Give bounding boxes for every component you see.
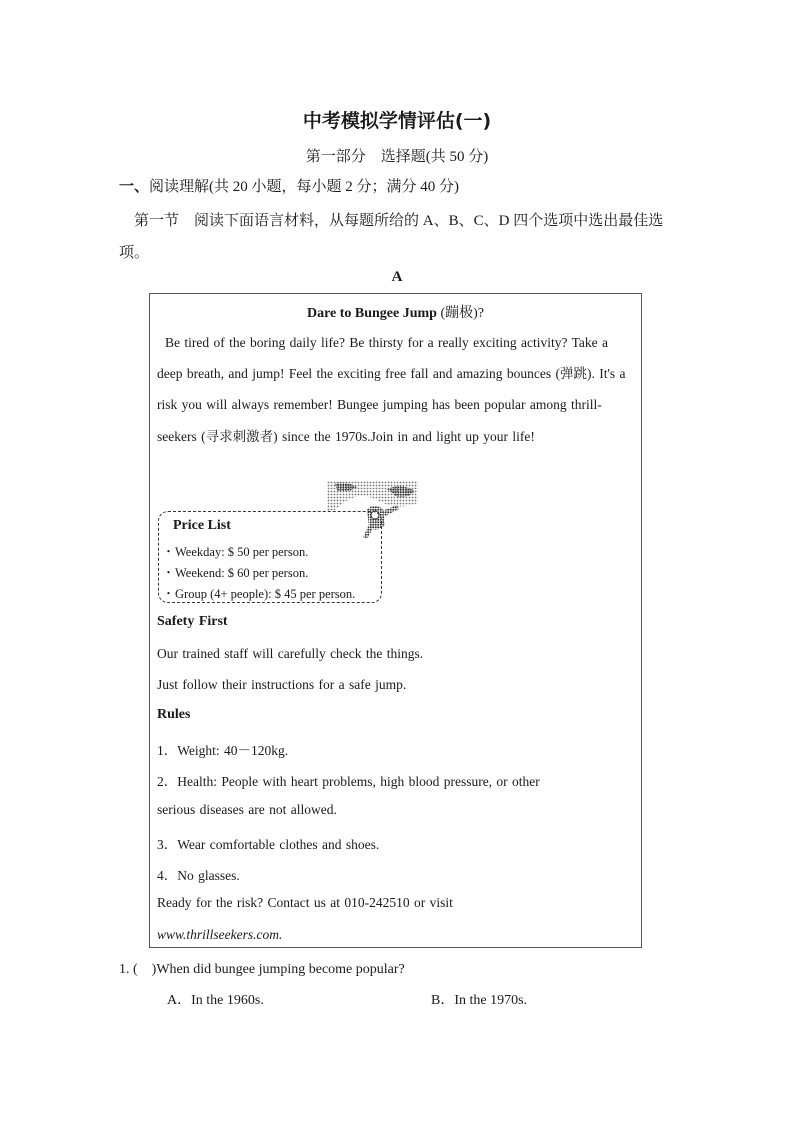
price-item-text: Weekend: $ 60 per person. bbox=[175, 566, 309, 580]
section-number: 一、 bbox=[119, 177, 150, 195]
price-item-weekend bbox=[162, 563, 308, 581]
section-text: 阅读理解(共 20 小题，每小题 2 分；满分 40 分) bbox=[149, 179, 460, 195]
rule-line: 1．Weight: 40－120kg. bbox=[157, 743, 289, 758]
part-subtitle: 第一部分 选择题(共 50 分) bbox=[305, 149, 489, 165]
bullet-icon: ・ bbox=[162, 587, 175, 601]
instruction-text: 阅读下面语言材料，从每题所给的 A、B、C、D 四个选项中选出最佳选项。 bbox=[119, 213, 664, 261]
intro-paragraph bbox=[157, 327, 635, 452]
instruction-lead: 第一节 bbox=[134, 213, 180, 229]
rule-line: 2．Health: People with heart problems, high blood pressure, or other bbox=[157, 774, 540, 789]
intro-text: Be tired of the boring daily life? Be thirsty for a really exciting activity? Take a deep breath, and jump! Feel the exciting free fall and amazing bounces (弹跳). It's a risk you will always remember! Bungee jumping has been popular among thrill-seekers (寻求刺激者) since the 1970s.Join in and light up your life! bbox=[157, 335, 626, 444]
price-list-title: Price List bbox=[173, 518, 231, 533]
price-item-weekday bbox=[162, 542, 308, 560]
section-heading bbox=[119, 175, 459, 196]
instruction bbox=[119, 205, 679, 269]
price-item-text: Weekday: $ 50 per person. bbox=[175, 545, 309, 559]
rule-line: 4．No glasses. bbox=[157, 868, 240, 883]
price-item-text: Group (4+ people): $ 45 per person. bbox=[175, 587, 356, 601]
question-stem: 1. ( )When did bungee jumping become popular? bbox=[119, 962, 405, 977]
safety-line: Just follow their instructions for a safe jump. bbox=[157, 677, 407, 692]
contact-line: Ready for the risk? Contact us at 010-242510 or visit bbox=[157, 895, 453, 910]
option-b[interactable]: B．In the 1970s. bbox=[431, 993, 528, 1008]
passage-box bbox=[149, 293, 642, 948]
rules-heading: Rules bbox=[157, 707, 191, 722]
bullet-icon: ・ bbox=[162, 545, 175, 559]
page-title: 中考模拟学情评估(一) bbox=[302, 110, 492, 132]
website-link: www.thrillseekers.com. bbox=[157, 927, 283, 942]
safety-line: Our trained staff will carefully check the things. bbox=[157, 646, 424, 661]
passage-title-en: Dare to Bungee Jump bbox=[306, 306, 437, 321]
passage-title bbox=[150, 302, 641, 322]
option-a[interactable]: A．In the 1960s. bbox=[167, 993, 264, 1008]
safety-heading: Safety First bbox=[157, 614, 228, 629]
passage-letter: A bbox=[391, 269, 403, 285]
price-list-box bbox=[158, 511, 382, 603]
passage-title-cn: (蹦极)? bbox=[436, 306, 485, 321]
rule-line: serious diseases are not allowed. bbox=[157, 802, 337, 817]
rule-line: 3．Wear comfortable clothes and shoes. bbox=[157, 837, 380, 852]
price-item-group bbox=[162, 584, 355, 602]
bullet-icon: ・ bbox=[162, 566, 175, 580]
